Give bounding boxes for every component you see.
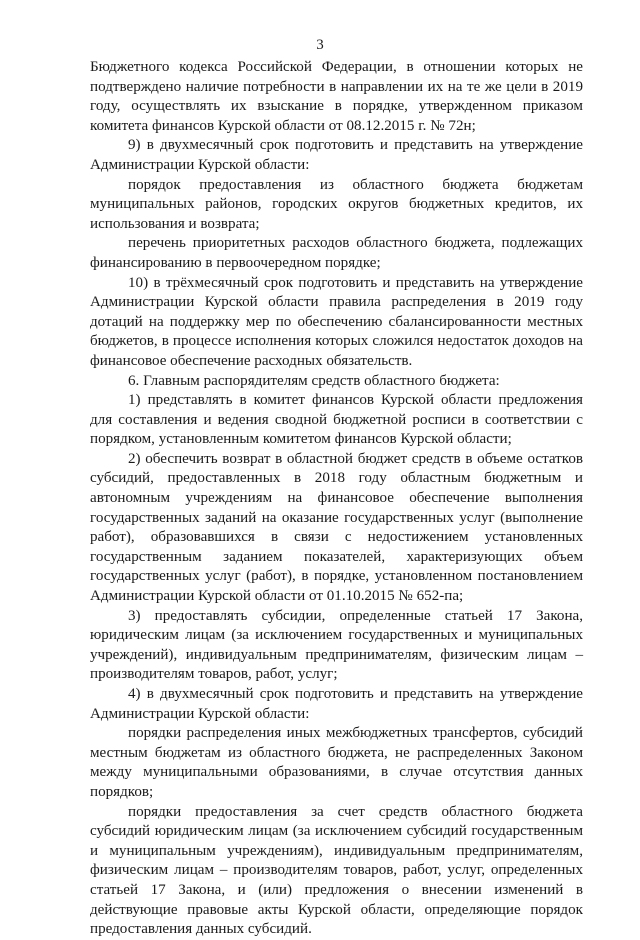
paragraph-section-6-item-4: 4) в двухмесячный срок подготовить и представить на утверждение Администрации Курской области: <box>90 686 583 722</box>
paragraph-section-6-item-3: 3) предоставлять субсидии, определенные статьей 17 Закона, юридическим лицам (за исключением государственных и муниципальных учреждений), индивидуальным предпринимателям, физическим лицам – производителям товаров, работ, услуг; <box>90 607 583 683</box>
paragraph-budget-credits-procedure: порядок предоставления из областного бюджета бюджетам муниципальных районов, городских округов бюджетных кредитов, их использования и возврата; <box>90 176 583 232</box>
paragraph-continuation: Бюджетного кодекса Российской Федерации, в отношении которых не подтверждено наличие потребности в направлении их на те же цели в 2019 году, осуществлять их взыскание в порядке, утвержденном приказом комитета финансов Курской области от 08.12.2015 г. № 72н; <box>90 59 583 134</box>
paragraph-subsidies-procedures: порядки предоставления за счет средств областного бюджета субсидий юридическим лицам (за исключением субсидий государственным и муниципальным учреждениям), индивидуальным предпринимателям, физическим лицам – производителям товаров, работ, услуг, определенных статьей 17 Закона, и (или) предложения о внесении изменений в действующие правовые акты Курской области, определяющие порядок предоставления данных субсидий. <box>90 803 583 938</box>
paragraph-transfers-procedures: порядки распределения иных межбюджетных трансфертов, субсидий местным бюджетам из областного бюджета, не распределенных Законом между муниципальными образованиями, в случае отсутствия данных порядков; <box>90 725 583 800</box>
document-body <box>90 58 583 940</box>
paragraph-item-9: 9) в двухмесячный срок подготовить и представить на утверждение Администрации Курской области: <box>90 137 583 173</box>
paragraph-priority-expenses-list: перечень приоритетных расходов областного бюджета, подлежащих финансированию в первоочередном порядке; <box>90 235 583 271</box>
paragraph-section-6-item-1: 1) представлять в комитет финансов Курской области предложения для составления и ведения сводной бюджетной росписи в соответствии с порядком, установленным комитетом финансов Курской области; <box>90 392 583 448</box>
paragraph-item-10: 10) в трёхмесячный срок подготовить и представить на утверждение Администрации Курской области правила распределения в 2019 году дотаций на поддержку мер по обеспечению сбалансированности местных бюджетов, в процессе исполнения которых сложился недостаток доходов на финансовое обеспечение расходных обязательств. <box>90 274 583 369</box>
paragraph-section-6-heading: 6. Главным распорядителям средств областного бюджета: <box>128 372 500 389</box>
page-number: 3 <box>316 37 324 53</box>
paragraph-section-6-item-2: 2) обеспечить возврат в областной бюджет средств в объеме остатков субсидий, предоставленных в 2018 году областным бюджетным и автономным учреждениям на финансовое обеспечение выполнения государственных заданий на оказание государственных услуг (выполнение работ), образовавшихся в связи с недостижением установленных государственным заданием показателей, характеризующих объем государственных услуг (работ), в порядке, установленном постановлением Администрации Курской области от 01.10.2015 № 652-па; <box>90 450 583 605</box>
